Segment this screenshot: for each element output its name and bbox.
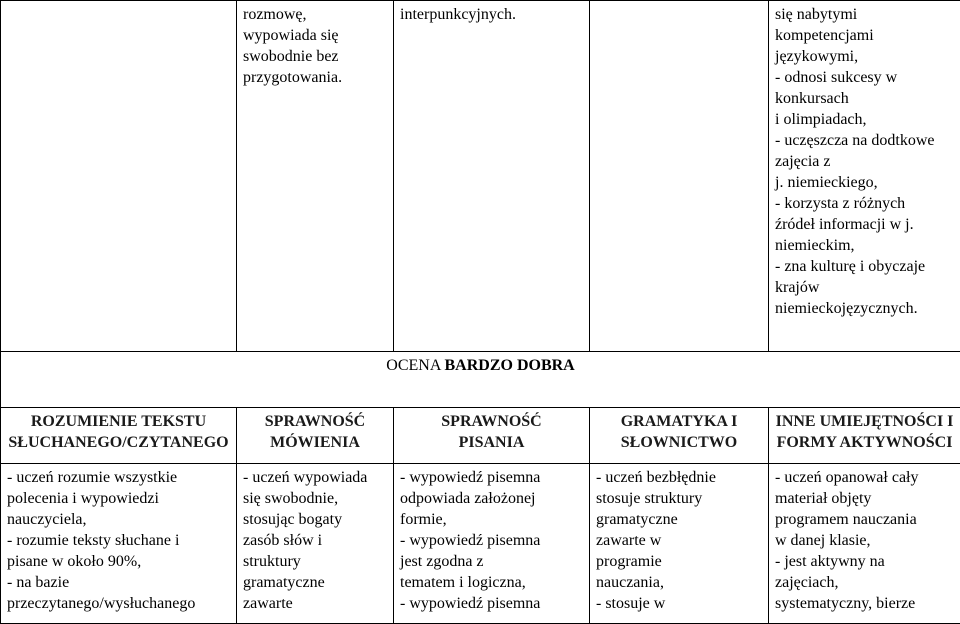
cell-line: pisane w około 90%,	[7, 551, 230, 572]
cell-line: stosując bogaty	[243, 509, 387, 530]
cell-line: językowymi,	[775, 46, 954, 67]
cell-line: struktury	[243, 551, 387, 572]
cell-line: programie	[596, 551, 762, 572]
cell-line: nauczyciela,	[7, 509, 230, 530]
cell-line: się swobodnie,	[243, 488, 387, 509]
cell-line: swobodnie bez	[243, 46, 387, 67]
header-row	[1, 408, 960, 464]
continuation-cell-5	[769, 1, 960, 352]
cell-line: - korzysta z różnych	[775, 193, 954, 214]
cell-line: przeczytanego/wysłuchanego	[7, 593, 230, 614]
cell-line: w danej klasie,	[775, 530, 954, 551]
cell-line: materiał objęty	[775, 488, 954, 509]
grade-title-lead: OCENA	[386, 357, 444, 374]
cell-line: - na bazie	[7, 572, 230, 593]
cell-line: i olimpiadach,	[775, 109, 954, 130]
cell-line: gramatyczne	[243, 572, 387, 593]
cell-line: GRAMATYKA I	[596, 411, 762, 432]
cell-line: formie,	[400, 509, 583, 530]
criteria-grammar-vocabulary	[590, 464, 769, 624]
cell-line: gramatyczne	[596, 509, 762, 530]
continuation-row	[1, 1, 960, 352]
criteria-listening-reading	[1, 464, 237, 624]
header-other-skills	[769, 408, 960, 464]
cell-line: PISANIA	[400, 432, 583, 453]
cell-line: FORMY AKTYWNOŚCI	[775, 432, 954, 453]
cell-line: - wypowiedź pisemna	[400, 467, 583, 488]
cell-line: wypowiada się	[243, 25, 387, 46]
criteria-other-skills	[769, 464, 960, 624]
grade-title-grade: BARDZO DOBRA	[445, 357, 575, 374]
cell-line: interpunkcyjnych.	[400, 4, 583, 25]
cell-line: niemieckojęzycznych.	[775, 298, 954, 319]
grade-title-row	[1, 352, 960, 408]
header-writing	[394, 408, 590, 464]
cell-line: MÓWIENIA	[243, 432, 387, 453]
cell-line: INNE UMIEJĘTNOŚCI I	[775, 411, 954, 432]
cell-line: się nabytymi	[775, 4, 954, 25]
cell-line: zawarte	[243, 593, 387, 614]
header-listening-reading	[1, 408, 237, 464]
continuation-cell-4	[590, 1, 769, 352]
grade-title	[1, 352, 960, 408]
criteria-writing	[394, 464, 590, 624]
criteria-row	[1, 464, 960, 624]
cell-line: - rozumie teksty słuchane i	[7, 530, 230, 551]
cell-line: zawarte w	[596, 530, 762, 551]
cell-line: - uczeń bezbłędnie	[596, 467, 762, 488]
cell-line: - jest aktywny na	[775, 551, 954, 572]
cell-line: jest zgodna z	[400, 551, 583, 572]
cell-line: źródeł informacji w j.	[775, 214, 954, 235]
cell-line: SPRAWNOŚĆ	[400, 411, 583, 432]
cell-line: - uczeń wypowiada	[243, 467, 387, 488]
continuation-cell-1	[1, 1, 237, 352]
cell-line: - stosuje w	[596, 593, 762, 614]
cell-line: ROZUMIENIE TEKSTU	[7, 411, 230, 432]
cell-line: niemieckim,	[775, 235, 954, 256]
cell-line: - wypowiedź pisemna	[400, 593, 583, 614]
cell-line: kompetencjami	[775, 25, 954, 46]
criteria-speaking	[237, 464, 394, 624]
cell-line: rozmowę,	[243, 4, 387, 25]
continuation-cell-2	[237, 1, 394, 352]
cell-line: konkursach	[775, 88, 954, 109]
cell-line: programem nauczania	[775, 509, 954, 530]
cell-line: odpowiada założonej	[400, 488, 583, 509]
cell-line: zasób słów i	[243, 530, 387, 551]
cell-line: nauczania,	[596, 572, 762, 593]
cell-line: stosuje struktury	[596, 488, 762, 509]
cell-line: SŁOWNICTWO	[596, 432, 762, 453]
cell-line: SPRAWNOŚĆ	[243, 411, 387, 432]
cell-line: systematyczny, bierze	[775, 593, 954, 614]
cell-line: polecenia i wypowiedzi	[7, 488, 230, 509]
cell-line: SŁUCHANEGO/CZYTANEGO	[7, 432, 230, 453]
cell-line: zajęciach,	[775, 572, 954, 593]
cell-line: - uczęszcza na dodtkowe	[775, 130, 954, 151]
cell-line: zajęcia z	[775, 151, 954, 172]
cell-line: j. niemieckiego,	[775, 172, 954, 193]
cell-line: - uczeń rozumie wszystkie	[7, 467, 230, 488]
cell-line: - uczeń opanował cały	[775, 467, 954, 488]
continuation-cell-3	[394, 1, 590, 352]
cell-line: tematem i logiczna,	[400, 572, 583, 593]
cell-line: - wypowiedź pisemna	[400, 530, 583, 551]
cell-line: - odnosi sukcesy w	[775, 67, 954, 88]
cell-line: przygotowania.	[243, 67, 387, 88]
header-speaking	[237, 408, 394, 464]
cell-line: krajów	[775, 277, 954, 298]
header-grammar-vocabulary	[590, 408, 769, 464]
cell-line: - zna kulturę i obyczaje	[775, 256, 954, 277]
